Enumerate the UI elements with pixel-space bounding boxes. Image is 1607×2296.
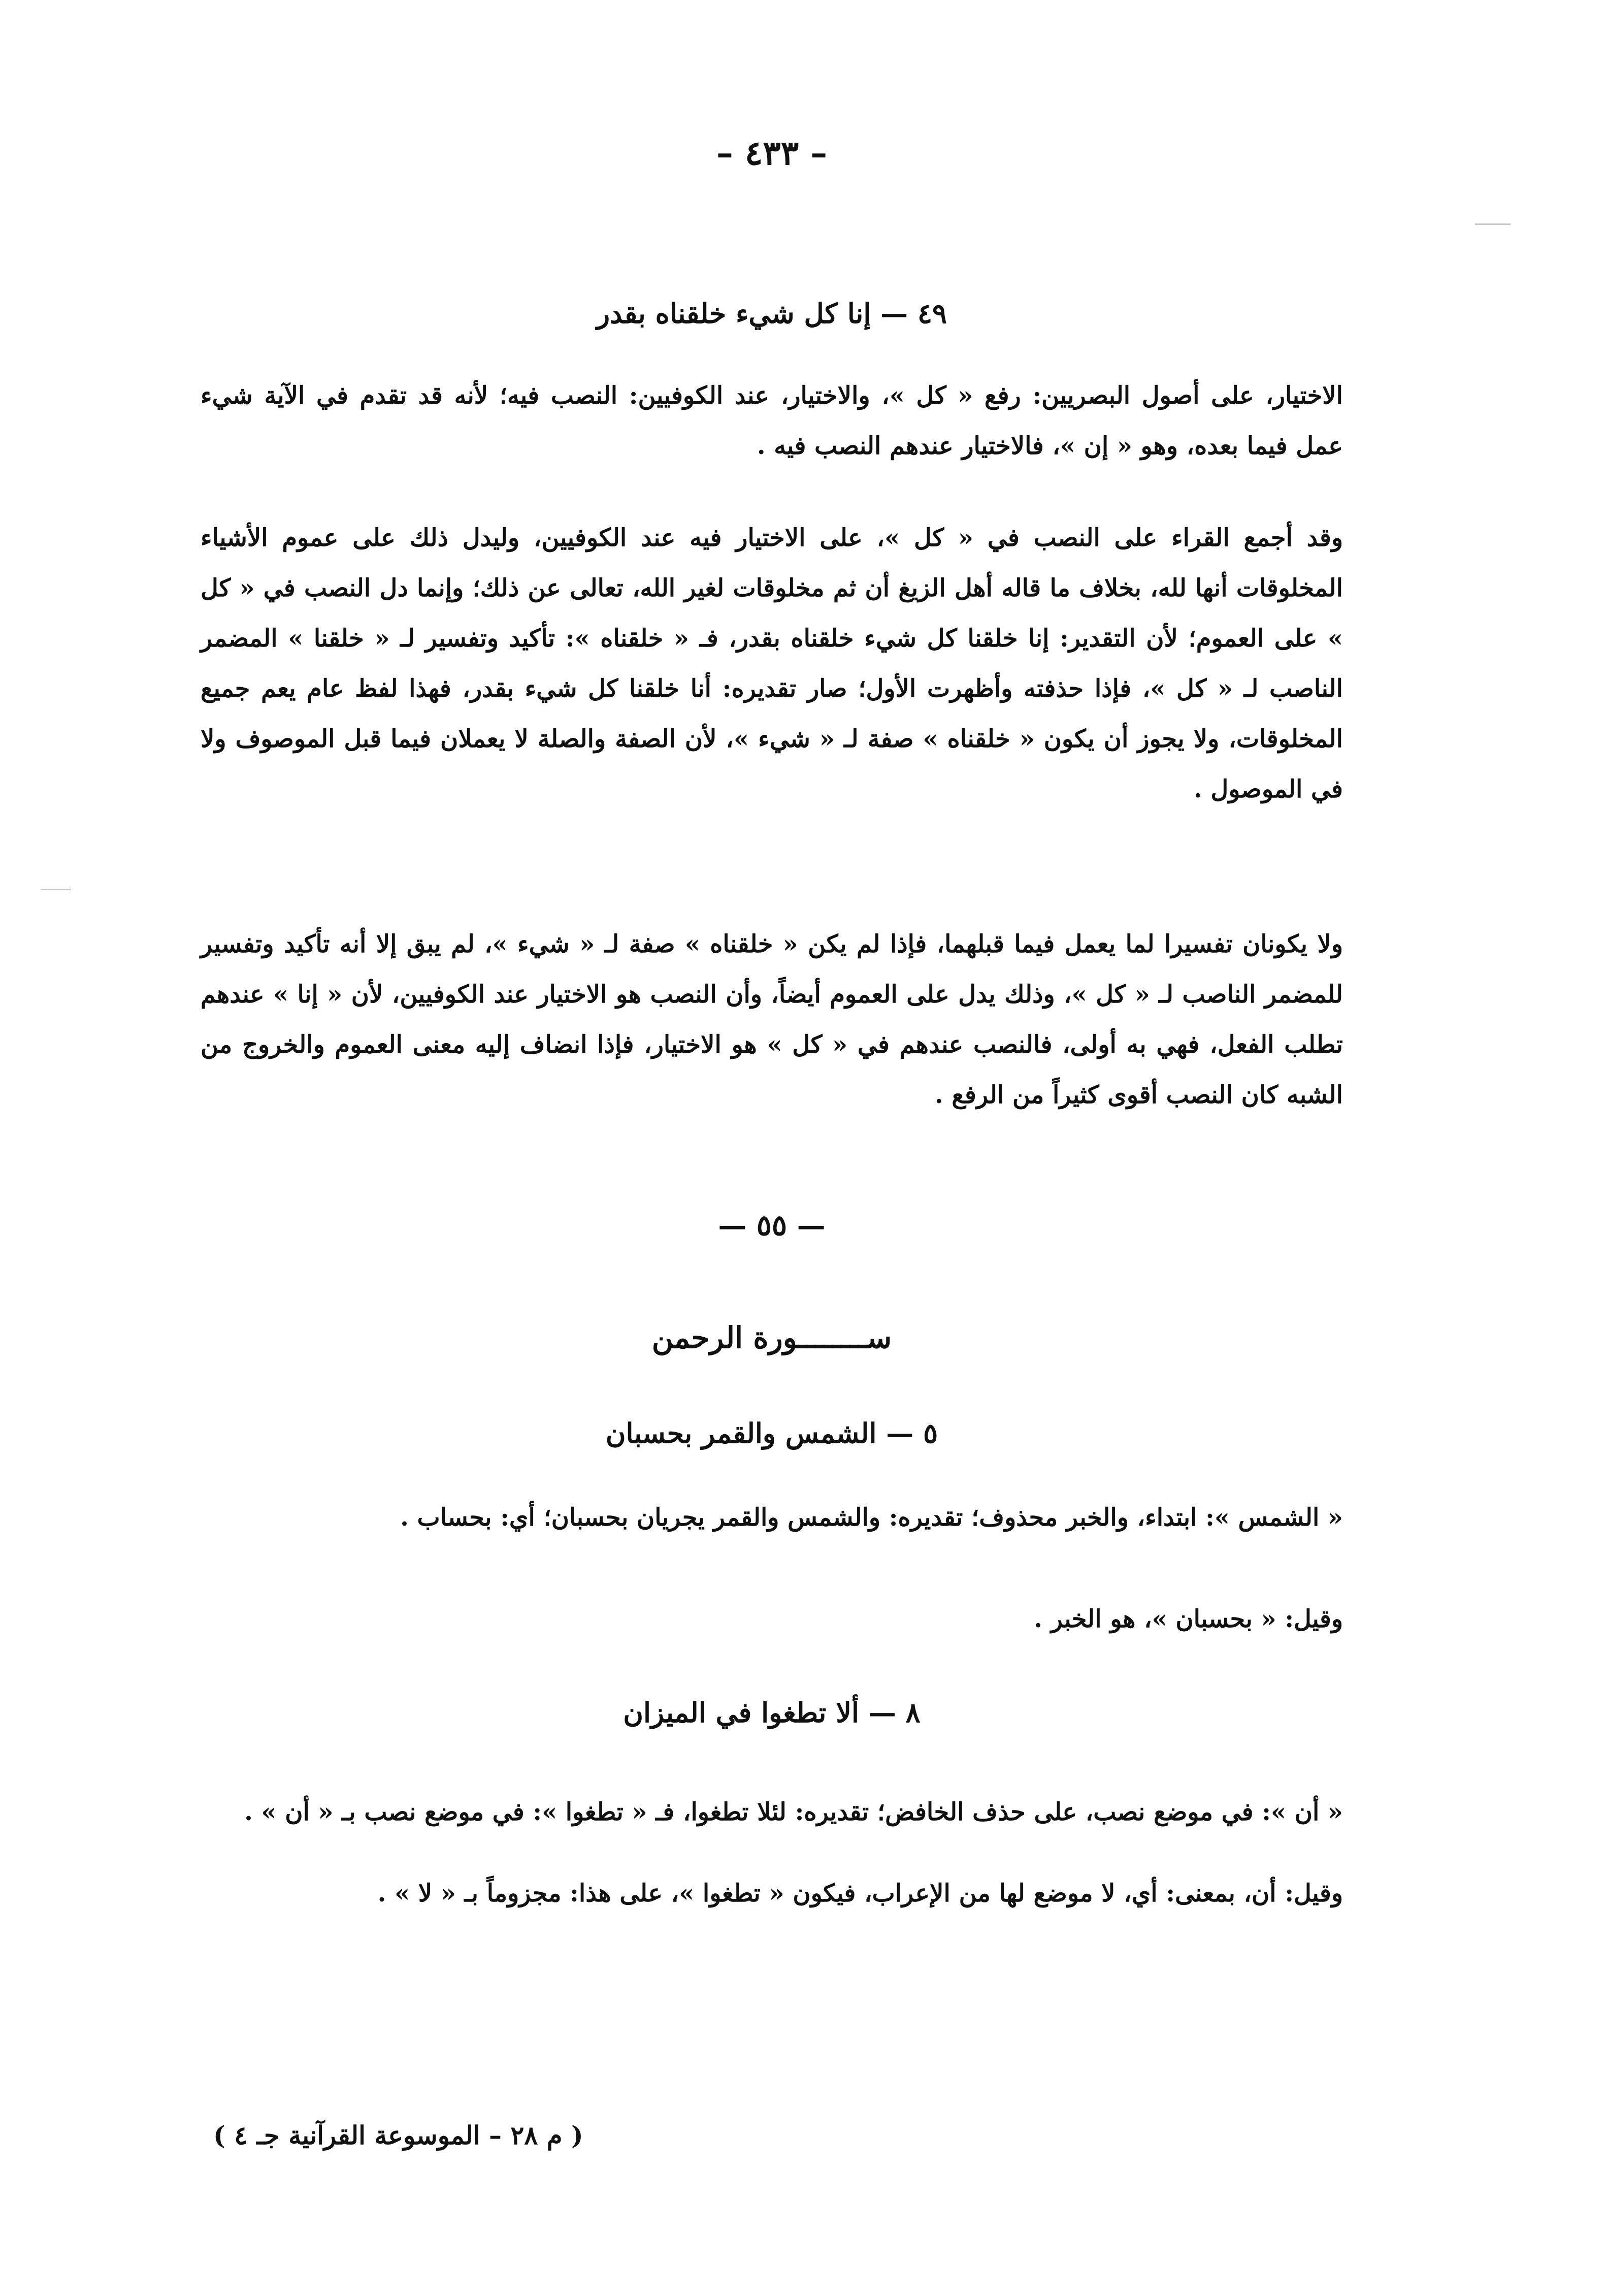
verse-8-heading: ٨ — ألا تطغوا في الميزان [623, 1696, 921, 1729]
verse-8-line-2: وقيل: أن، بمعنى: أي، لا موضع لها من الإعراب، فيكون « تطغوا »، على هذا: مجزوماً بـ « لا » . [377, 1879, 1343, 1907]
verse-5-heading: ٥ — الشمس والقمر بحسبان [605, 1417, 938, 1449]
scan-mark [1475, 223, 1511, 225]
verse-49-paragraph-1 [201, 371, 1343, 471]
verse-5-line-1: « الشمس »: ابتداء، والخبر محذوف؛ تقديره: والشمس والقمر يجريان بحسبان؛ أي: بحساب . [400, 1503, 1343, 1532]
paragraph-text: ولا يكونان تفسيرا لما يعمل فيما قبلهما، فإذا لم يكن « خلقناه » صفة لـ « شيء »، لم يبق إلا أنه تأكيد وتفسير للمضمر الناصب لـ « كل »، وذلك يدل على العموم أيضاً، وأن النصب هو الاختيار عند الكوفيين، لأن « إنا » عندهم تطلب الفعل، فهي به أولى، فالنصب عندهم في « كل » هو الاختيار، فإذا انضاف إليه معنى العموم والخروج من الشبه كان النصب أقوى كثيراً من الرفع . [201, 930, 1343, 1109]
paragraph-text: وقد أجمع القراء على النصب في « كل »، على الاختيار فيه عند الكوفيين، وليدل ذلك على عموم الأشياء المخلوقات أنها لله، بخلاف ما قاله أهل الزيغ أن ثم مخلوقات لغير الله، تعالى عن ذلك؛ وإنما دل النصب في « كل » على العموم؛ لأن التقدير: إنا خلقنا كل شيء خلقناه بقدر، فـ « خلقناه »: تأكيد وتفسير لـ « خلقنا » المضمر الناصب لـ « كل »، فإذا حذفته وأظهرت الأول؛ صار تقديره: أنا خلقنا كل شيء بقدر، فهذا لفظ عام يعم جميع المخلوقات، ولا يجوز أن يكون « خلقناه » صفة لـ « شيء »، لأن الصفة والصلة لا يعملان فيما قبل الموصوف ولا في الموصول . [201, 524, 1343, 803]
paragraph-text: الاختيار، على أصول البصريين: رفع « كل »، والاختيار، عند الكوفيين: النصب فيه؛ لأنه قد تقدم في الآية شيء عمل فيما بعده، وهو « إن »، فالاختيار عندهم النصب فيه . [201, 381, 1343, 460]
surah-title: ســــــــورة الرحمن [651, 1320, 892, 1355]
verse-5-line-2: وقيل: « بحسبان »، هو الخبر . [1034, 1605, 1343, 1633]
verse-49-paragraph-3 [201, 919, 1343, 1120]
footer-reference: ( م ٢٨ – الموسوعة القرآنية جـ ٤ ) [213, 2120, 583, 2150]
page-number: – ٤٣٣ – [716, 133, 828, 173]
scan-mark [41, 889, 71, 890]
surah-number: — ٥٥ — [718, 1209, 826, 1242]
verse-8-line-1: « أن »: في موضع نصب، على حذف الخافض؛ تقديره: لئلا تطغوا، فـ « تطغوا »: في موضع نصب بـ « أن » . [244, 1798, 1343, 1826]
verse-49-paragraph-2 [201, 513, 1343, 815]
verse-49-heading: ٤٩ — إنا كل شيء خلقناه بقدر [597, 297, 947, 330]
